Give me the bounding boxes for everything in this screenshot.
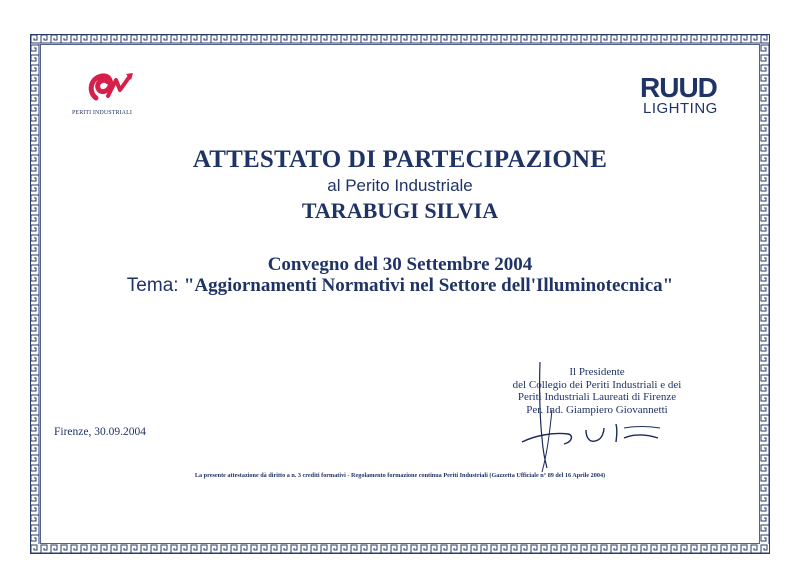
place-date: Firenze, 30.09.2004 bbox=[54, 426, 146, 438]
logo-lighting-text: LIGHTING bbox=[643, 100, 718, 117]
recipient-name: TARABUGI SILVIA bbox=[301, 198, 499, 223]
periti-industriali-logo bbox=[72, 70, 148, 122]
theme-text: "Aggiornamenti Normativi nel Settore dell'Illuminotecnica" bbox=[183, 275, 674, 296]
footnote: La presente attestazione dà diritto a n. 3 crediti formativi - Regolamento formazione continua Periti Industriali (Gazzetta Ufficiale n° 89 del 16 Aprile 2004) bbox=[194, 472, 606, 479]
event-theme bbox=[0, 275, 800, 297]
certificate-subtitle: al Perito Industriale bbox=[327, 176, 473, 195]
signatory-role: Il Presidente bbox=[569, 366, 625, 378]
signatory-block bbox=[492, 366, 702, 416]
signatory-name: Per. Ind. Giampiero Giovannetti bbox=[526, 403, 668, 416]
theme-label: Tema: bbox=[126, 275, 184, 296]
logo-ruud-text: RUUD bbox=[640, 72, 717, 103]
signatory-org-line1: del Collegio dei Periti Industriali e dei bbox=[512, 378, 682, 391]
periti-logo-icon bbox=[86, 70, 136, 108]
signatory-org-line2: Periti Industriali Laureati di Firenze bbox=[517, 391, 677, 403]
logo-caption: PERITI INDUSTRIALI bbox=[72, 110, 132, 116]
event-title: Convegno del 30 Settembre 2004 bbox=[267, 254, 533, 275]
certificate-title: ATTESTATO DI PARTECIPAZIONE bbox=[192, 146, 608, 173]
ruud-lighting-logo bbox=[640, 74, 730, 120]
